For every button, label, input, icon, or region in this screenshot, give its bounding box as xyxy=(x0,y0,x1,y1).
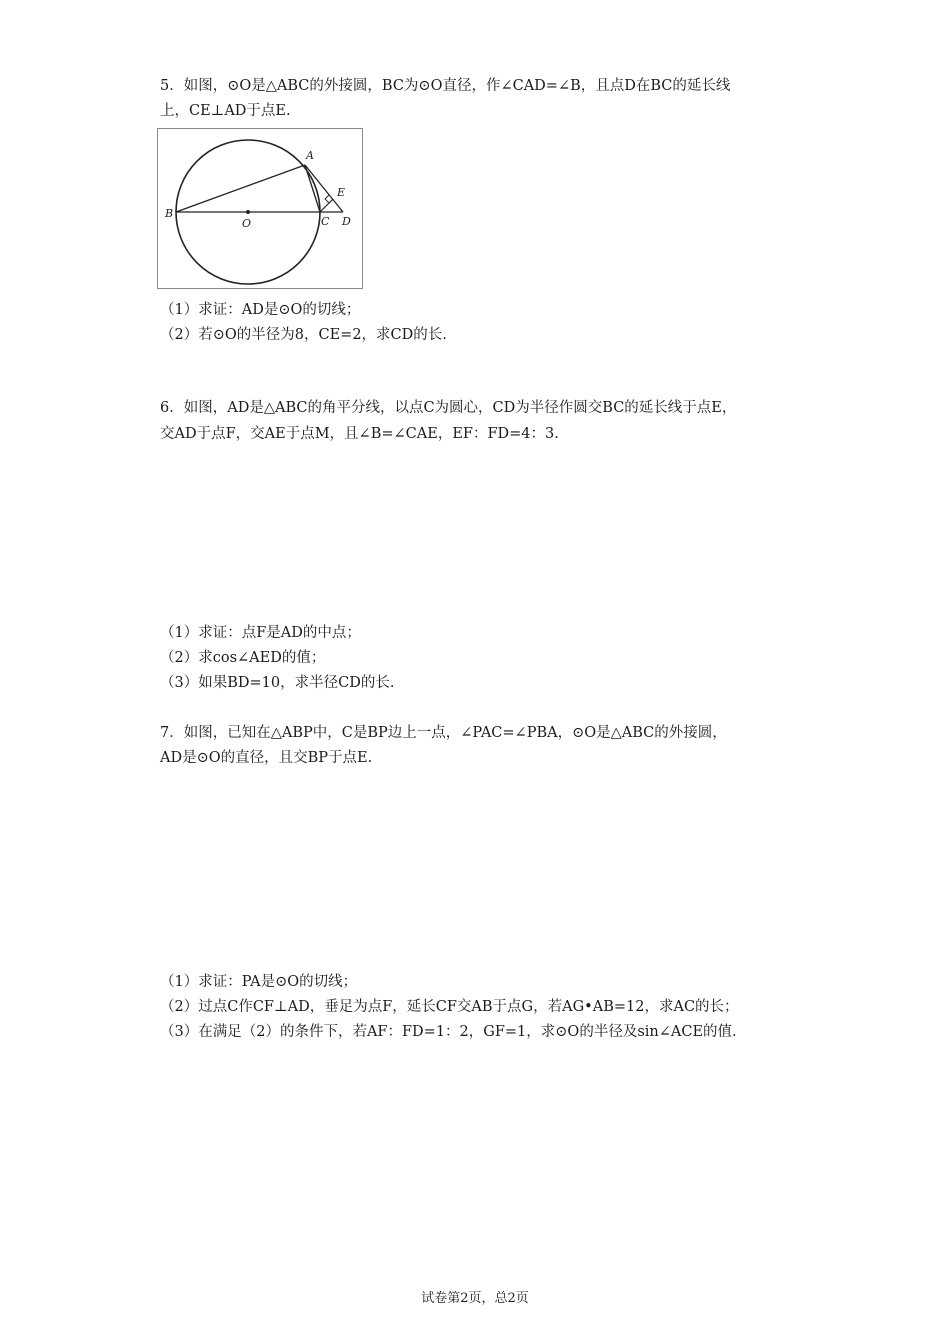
q5-geometry-diagram xyxy=(158,129,364,290)
q6-text-line2: 交AD于点F，交AE于点M，且∠B=∠CAE，EF：FD=4：3. xyxy=(160,426,559,442)
q5-sub2: （2）若⊙O的半径为8，CE=2，求CD的长. xyxy=(160,327,447,343)
label-d: D xyxy=(342,215,351,228)
segment-ac xyxy=(305,165,320,212)
right-angle-mark xyxy=(325,195,329,203)
q7-text-line1: 7．如图，已知在△ABP中，C是BP边上一点，∠PAC=∠PBA，⊙O是△ABC的外接圆， xyxy=(160,725,727,741)
q6-sub2: （2）求cos∠AED的值； xyxy=(160,650,326,666)
label-a: A xyxy=(306,149,314,162)
q6-sub3: （3）如果BD=10，求半径CD的长. xyxy=(160,675,395,691)
segment-ab xyxy=(176,165,305,212)
q5-text-line1: 5．如图，⊙O是△ABC的外接圆，BC为⊙O直径，作∠CAD=∠B，且点D在BC的延长线 xyxy=(160,78,731,94)
center-point-o xyxy=(246,210,250,214)
page-footer: 试卷第2页，总2页 xyxy=(421,1291,529,1306)
q6-sub1: （1）求证：点F是AD的中点； xyxy=(160,625,361,641)
label-o: O xyxy=(242,217,252,230)
q7-sub2: （2）过点C作CF⊥AD，垂足为点F，延长CF交AB于点G，若AG•AB=12，求AC的长； xyxy=(160,999,739,1015)
label-c: C xyxy=(321,215,330,228)
label-e: E xyxy=(337,186,346,199)
q7-sub3: （3）在满足（2）的条件下，若AF：FD=1：2，GF=1，求⊙O的半径及sin∠ACE的值. xyxy=(160,1024,737,1040)
q5-figure xyxy=(157,128,363,289)
q7-sub1: （1）求证：PA是⊙O的切线； xyxy=(160,974,358,990)
q6-text-line1: 6．如图，AD是△ABC的角平分线，以点C为圆心，CD为半径作圆交BC的延长线于点E， xyxy=(160,400,737,416)
label-b: B xyxy=(165,207,174,220)
q5-text-line2: 上，CE⊥AD于点E. xyxy=(160,103,291,119)
q5-sub1: （1）求证：AD是⊙O的切线； xyxy=(160,302,361,318)
q7-text-line2: AD是⊙O的直径，且交BP于点E. xyxy=(160,750,373,766)
